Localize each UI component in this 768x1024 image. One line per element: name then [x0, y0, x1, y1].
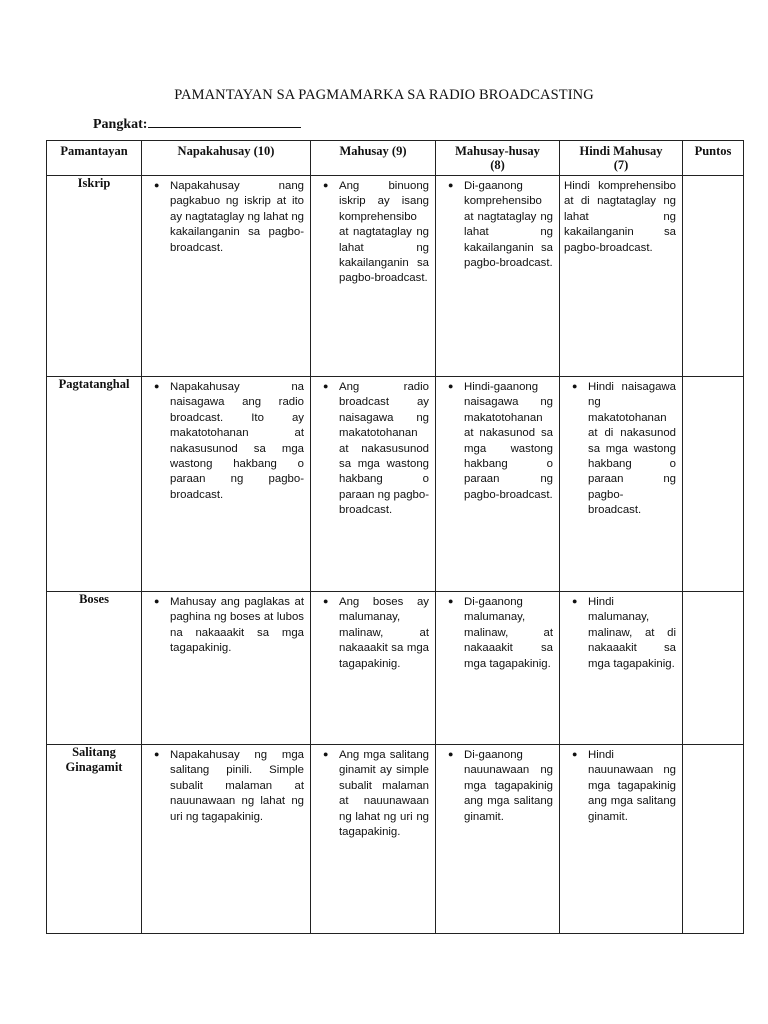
header-good: Mahusay-husay (8)	[436, 141, 560, 176]
bullet-icon: ●	[448, 596, 454, 606]
criterion-cell: Salitang Ginagamit	[47, 745, 142, 934]
bullet-icon: ●	[323, 749, 329, 759]
rubric-table	[46, 140, 744, 934]
rubric-cell: ● Ang boses ay malumanay, malinaw, at nakaaakit sa mga tagapakinig.	[311, 592, 436, 745]
rubric-cell: Hindi komprehensibo at di nagtataglay ng lahat ng kakailanganin sa pagbo-broadcast.	[560, 176, 683, 377]
score-cell[interactable]	[683, 176, 744, 377]
bullet-icon: ●	[323, 180, 329, 190]
rubric-cell: ● Ang mga salitang ginamit ay simple subalit malaman at nauunawaan ng lahat ng uri ng tagapakinig.	[311, 745, 436, 934]
criterion-cell: Iskrip	[47, 176, 142, 377]
bullet-icon: ●	[572, 596, 578, 606]
header-excellent: Napakahusay (10)	[142, 141, 311, 176]
table-row	[47, 745, 744, 934]
rubric-cell: ● Di-gaanong komprehensibo at nagtataglay ng lahat ng kakailanganin sa pagbo-broadcast.	[436, 176, 560, 377]
criterion-cell: Boses	[47, 592, 142, 745]
rubric-cell: ● Hindi naisagawa ng makatotohanan at di nakasunod sa mga wastong hakbang o paraan ng pagbo-broadcast.	[560, 377, 683, 592]
rubric-cell: ● Napakahusay na naisagawa ang radio broadcast. Ito ay makatotohanan at nakasusunod sa mga wastong hakbang o paraan ng pagbo-broadcast.	[142, 377, 311, 592]
table-row	[47, 592, 744, 745]
header-needs-improvement: Hindi Mahusay (7)	[560, 141, 683, 176]
bullet-icon: ●	[154, 749, 160, 759]
rubric-cell: ● Hindi-gaanong naisagawa ng makatotohanan at nakasunod sa mga wastong hakbang o paraan ng pagbo-broadcast.	[436, 377, 560, 592]
document-title: PAMANTAYAN SA PAGMAMARKA SA RADIO BROADCASTING	[174, 87, 594, 103]
rubric-cell: ● Napakahusay ng mga salitang pinili. Simple subalit malaman at nauunawaan ng lahat ng uri ng tagapakinig.	[142, 745, 311, 934]
score-cell[interactable]	[683, 377, 744, 592]
group-field	[93, 115, 301, 133]
bullet-icon: ●	[448, 749, 454, 759]
group-blank-line[interactable]	[148, 115, 301, 128]
bullet-icon: ●	[154, 180, 160, 190]
rubric-cell: ● Hindi nauunawaan ng mga tagapakinig ang mga salitang ginamit.	[560, 745, 683, 934]
rubric-cell: ● Ang radio broadcast ay naisagawa ng makatotohanan at nakasusunod sa mga wastong hakbang o paraan ng pagbo-broadcast.	[311, 377, 436, 592]
header-very-good: Mahusay (9)	[311, 141, 436, 176]
bullet-icon: ●	[572, 749, 578, 759]
rubric-cell: ● Di-gaanong malumanay, malinaw, at nakaaakit sa mga tagapakinig.	[436, 592, 560, 745]
bullet-icon: ●	[448, 180, 454, 190]
rubric-cell: ● Mahusay ang paglakas at paghina ng boses at lubos na nakaaakit sa mga tagapakinig.	[142, 592, 311, 745]
rubric-cell: ● Ang binuong iskrip ay isang komprehensibo at nagtataglay ng lahat ng kakailanganin sa pagbo-broadcast.	[311, 176, 436, 377]
criterion-cell: Pagtatanghal	[47, 377, 142, 592]
bullet-icon: ●	[154, 596, 160, 606]
rubric-cell: ● Hindi malumanay, malinaw, at di nakaaakit sa mga tagapakinig.	[560, 592, 683, 745]
table-row	[47, 377, 744, 592]
bullet-icon: ●	[448, 381, 454, 391]
header-score: Puntos	[683, 141, 744, 176]
rubric-cell: ● Di-gaanong nauunawaan ng mga tagapakinig ang mga salitang ginamit.	[436, 745, 560, 934]
header-criteria: Pamantayan	[47, 141, 142, 176]
rubric-cell: ● Napakahusay nang pagkabuo ng iskrip at ito ay nagtataglay ng lahat ng kakailanganin sa pagbo-broadcast.	[142, 176, 311, 377]
group-label: Pangkat:	[93, 117, 148, 132]
header-row	[47, 141, 744, 176]
score-cell[interactable]	[683, 745, 744, 934]
bullet-icon: ●	[572, 381, 578, 391]
score-cell[interactable]	[683, 592, 744, 745]
bullet-icon: ●	[323, 596, 329, 606]
table-row	[47, 176, 744, 377]
bullet-icon: ●	[154, 381, 160, 391]
bullet-icon: ●	[323, 381, 329, 391]
